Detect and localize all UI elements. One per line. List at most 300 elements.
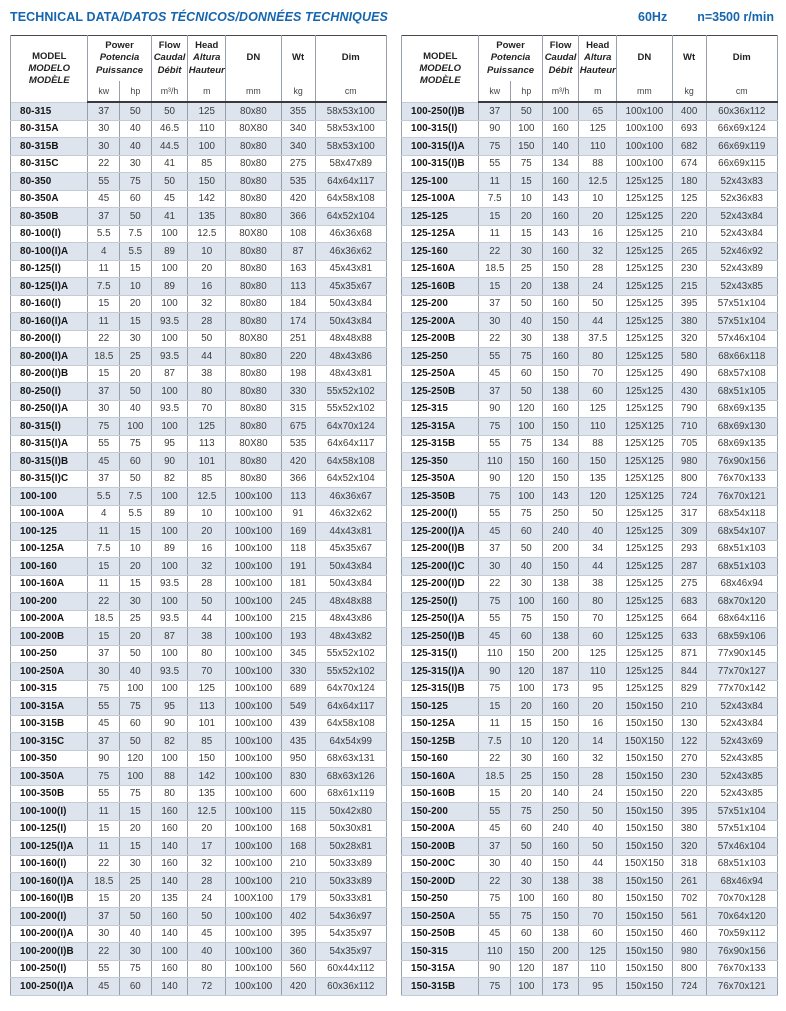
hp-cell: 100	[120, 418, 152, 436]
head-cell: 12.5	[579, 173, 617, 191]
kw-cell: 45	[479, 628, 511, 646]
model-cell: 150-160	[402, 750, 479, 768]
flow-cell: 100	[151, 383, 188, 401]
kw-cell: 55	[88, 785, 120, 803]
flow-header-es: Caudal	[153, 52, 186, 64]
dim-cell: 52x36x83	[706, 190, 777, 208]
dim-cell: 52x43x84	[706, 698, 777, 716]
dim-cell: 64x58x108	[315, 453, 386, 471]
table-row	[402, 138, 778, 156]
hp-cell: 75	[511, 803, 543, 821]
wt-cell: 315	[281, 400, 315, 418]
hp-cell: 40	[120, 120, 152, 138]
flow-cell: 160	[542, 400, 579, 418]
hp-cell: 30	[120, 155, 152, 173]
hp-cell: 15	[120, 260, 152, 278]
head-cell: 16	[579, 715, 617, 733]
table-row	[11, 908, 387, 926]
dim-cell: 68x46x94	[706, 575, 777, 593]
flow-cell: 93.5	[151, 575, 188, 593]
kw-cell: 7.5	[479, 733, 511, 751]
dim-cell: 52x43x84	[706, 208, 777, 226]
dim-cell: 50x28x81	[315, 838, 386, 856]
dn-cell: 80X80	[226, 225, 282, 243]
dn-cell: 100x100	[617, 102, 673, 120]
wt-cell: 130	[672, 715, 706, 733]
model-cell: 80-250(I)	[11, 383, 88, 401]
table-row	[11, 838, 387, 856]
kw-cell: 45	[88, 453, 120, 471]
flow-cell: 134	[542, 155, 579, 173]
head-cell: 38	[188, 365, 226, 383]
model-cell: 100-315	[11, 680, 88, 698]
table-row	[402, 960, 778, 978]
table-row	[11, 453, 387, 471]
kw-cell: 7.5	[479, 190, 511, 208]
dim-cell: 48x48x88	[315, 330, 386, 348]
flow-cell: 100	[542, 102, 579, 120]
head-cell: 20	[579, 698, 617, 716]
hp-cell: 40	[120, 138, 152, 156]
model-cell: 100-160(I)	[11, 855, 88, 873]
dn-cell: 150x150	[617, 785, 673, 803]
wt-cell: 318	[672, 855, 706, 873]
flow-cell: 250	[542, 505, 579, 523]
dim-cell: 52x43x85	[706, 750, 777, 768]
head-cell: 80	[188, 383, 226, 401]
table-row	[402, 120, 778, 138]
head-header-en: Head	[586, 40, 610, 52]
model-cell: 100-200(I)A	[11, 925, 88, 943]
dim-cell: 60x36x112	[706, 102, 777, 120]
head-cell: 44	[579, 313, 617, 331]
kw-cell: 90	[479, 960, 511, 978]
flow-cell: 138	[542, 383, 579, 401]
head-cell: 32	[579, 243, 617, 261]
kw-cell: 15	[88, 295, 120, 313]
flow-cell: 160	[542, 838, 579, 856]
head-cell: 24	[579, 278, 617, 296]
model-cell: 150-200C	[402, 855, 479, 873]
wt-cell: 689	[281, 680, 315, 698]
dn-cell: 100x100	[226, 645, 282, 663]
wt-cell: 633	[672, 628, 706, 646]
hp-cell: 100	[511, 593, 543, 611]
hp-cell: 40	[120, 925, 152, 943]
wt-cell: 490	[672, 365, 706, 383]
flow-cell: 80	[151, 785, 188, 803]
dim-cell: 76x90x156	[706, 453, 777, 471]
head-cell: 44	[579, 558, 617, 576]
table-row	[11, 890, 387, 908]
model-header-fr: MODÈLE	[28, 74, 70, 86]
kw-cell: 18.5	[88, 610, 120, 628]
flow-cell: 138	[542, 278, 579, 296]
hp-cell: 30	[120, 593, 152, 611]
wt-cell: 287	[672, 558, 706, 576]
hp-cell: 20	[120, 295, 152, 313]
dim-cell: 77x90x145	[706, 645, 777, 663]
head-cell: 135	[188, 208, 226, 226]
flow-cell: 143	[542, 190, 579, 208]
hp-cell: 20	[120, 820, 152, 838]
flow-cell: 150	[542, 365, 579, 383]
power-header-fr: Puissance	[96, 64, 144, 76]
flow-cell: 50	[151, 102, 188, 120]
table-row	[11, 960, 387, 978]
kw-cell: 45	[479, 925, 511, 943]
flow-cell: 45	[151, 190, 188, 208]
head-cell: 20	[188, 523, 226, 541]
head-cell: 113	[188, 435, 226, 453]
dn-cell: 80x80	[226, 383, 282, 401]
flow-cell: 138	[542, 628, 579, 646]
dim-cell: 64x64x117	[315, 173, 386, 191]
model-cell: 125-200(I)	[402, 505, 479, 523]
kw-cell: 11	[479, 715, 511, 733]
wt-cell: 261	[672, 873, 706, 891]
wt-cell: 340	[281, 120, 315, 138]
dim-cell: 57x46x104	[706, 330, 777, 348]
model-header-en: MODEL	[423, 50, 458, 62]
flow-cell: 89	[151, 243, 188, 261]
dn-cell: 80x80	[226, 243, 282, 261]
table-row	[402, 155, 778, 173]
table-row	[402, 610, 778, 628]
model-cell: 80-315(I)B	[11, 453, 88, 471]
dn-cell: 100x100	[226, 628, 282, 646]
kw-cell: 110	[479, 645, 511, 663]
table-row	[402, 663, 778, 681]
dn-cell: 80X80	[226, 330, 282, 348]
table-row	[11, 295, 387, 313]
table-row	[402, 820, 778, 838]
table-row	[402, 243, 778, 261]
table-row	[402, 925, 778, 943]
dn-cell: 80x80	[226, 190, 282, 208]
hp-cell: 20	[120, 890, 152, 908]
kw-cell: 11	[479, 225, 511, 243]
flow-header-fr: Débit	[548, 64, 573, 76]
model-cell: 80-315C	[11, 155, 88, 173]
dn-cell: 80x80	[226, 295, 282, 313]
hp-cell: 100	[120, 768, 152, 786]
kw-cell: 22	[88, 593, 120, 611]
head-cell: 110	[579, 138, 617, 156]
hp-cell: 60	[120, 190, 152, 208]
wt-cell: 674	[672, 155, 706, 173]
table-body-left	[11, 102, 387, 995]
dim-cell: 64x52x104	[315, 470, 386, 488]
dn-cell: 100x100	[226, 488, 282, 506]
speed-label: n=3500 r/min	[697, 10, 774, 24]
table-row	[11, 610, 387, 628]
head-header-es: Altura	[193, 52, 221, 64]
kw-cell: 37	[479, 295, 511, 313]
dim-cell: 52x46x92	[706, 243, 777, 261]
dim-cell: 55x52x102	[315, 383, 386, 401]
flow-cell: 150	[542, 610, 579, 628]
head-cell: 50	[579, 295, 617, 313]
dim-cell: 76x70x121	[706, 488, 777, 506]
head-cell: 110	[188, 120, 226, 138]
model-cell: 125-125	[402, 208, 479, 226]
power-header-en: Power	[496, 40, 525, 52]
flow-cell: 140	[151, 838, 188, 856]
kw-cell: 18.5	[479, 768, 511, 786]
dn-cell: 80x80	[226, 453, 282, 471]
hp-cell: 100	[511, 120, 543, 138]
head-cell: 95	[579, 680, 617, 698]
flow-cell: 187	[542, 663, 579, 681]
wt-cell: 180	[672, 173, 706, 191]
model-header-es: MODELO	[419, 62, 462, 74]
hp-cell: 150	[511, 453, 543, 471]
table-row	[402, 890, 778, 908]
dn-cell: 125x125	[617, 523, 673, 541]
wt-cell: 174	[281, 313, 315, 331]
table-row	[402, 628, 778, 646]
hp-cell: 15	[120, 313, 152, 331]
table-row	[402, 278, 778, 296]
dim-cell: 48x48x88	[315, 593, 386, 611]
dn-cell: 100x100	[226, 908, 282, 926]
dn-cell: 125x125	[617, 208, 673, 226]
flow-cell: 160	[542, 173, 579, 191]
table-row	[402, 190, 778, 208]
wt-cell: 420	[281, 190, 315, 208]
dim-cell: 64x52x104	[315, 208, 386, 226]
hp-cell: 50	[120, 733, 152, 751]
flow-cell: 187	[542, 960, 579, 978]
head-cell: 125	[188, 680, 226, 698]
wt-cell: 230	[672, 260, 706, 278]
table-row	[402, 943, 778, 961]
wt-cell: 535	[281, 173, 315, 191]
flow-cell: 93.5	[151, 610, 188, 628]
kw-cell: 30	[88, 925, 120, 943]
flow-header-en: Flow	[158, 40, 181, 52]
wt-unit: kg	[281, 81, 315, 102]
dim-cell: 76x90x156	[706, 943, 777, 961]
flow-cell: 138	[542, 575, 579, 593]
dim-cell: 44x43x81	[315, 523, 386, 541]
wt-cell: 220	[672, 785, 706, 803]
head-unit: m	[579, 81, 617, 102]
kw-cell: 7.5	[88, 278, 120, 296]
hp-cell: 75	[120, 435, 152, 453]
dn-cell: 125x125	[617, 558, 673, 576]
table-row	[402, 680, 778, 698]
hp-cell: 40	[120, 663, 152, 681]
dim-cell: 54x36x97	[315, 908, 386, 926]
head-cell: 20	[579, 208, 617, 226]
head-cell: 40	[579, 523, 617, 541]
flow-cell: 90	[151, 453, 188, 471]
kw-cell: 37	[88, 908, 120, 926]
wt-cell: 163	[281, 260, 315, 278]
dn-cell: 100x100	[226, 698, 282, 716]
model-cell: 125-200	[402, 295, 479, 313]
head-cell: 70	[188, 400, 226, 418]
wt-cell: 340	[281, 138, 315, 156]
head-cell: 16	[188, 278, 226, 296]
kw-cell: 18.5	[88, 348, 120, 366]
table-row	[11, 365, 387, 383]
head-cell: 10	[188, 243, 226, 261]
hp-cell: 15	[511, 225, 543, 243]
head-cell: 85	[188, 733, 226, 751]
model-cell: 80-350A	[11, 190, 88, 208]
wt-cell: 87	[281, 243, 315, 261]
dim-cell: 46x36x67	[315, 488, 386, 506]
model-cell: 100-315(I)B	[402, 155, 479, 173]
head-cell: 24	[579, 785, 617, 803]
head-header-en: Head	[195, 40, 219, 52]
hp-cell: 100	[511, 488, 543, 506]
hp-cell: 7.5	[120, 225, 152, 243]
hp-cell: 60	[511, 925, 543, 943]
wt-cell: 549	[281, 698, 315, 716]
head-cell: 50	[188, 593, 226, 611]
dn-cell: 100x100	[226, 680, 282, 698]
kw-cell: 75	[479, 890, 511, 908]
dim-unit: cm	[706, 81, 777, 102]
dim-cell: 68x69x130	[706, 418, 777, 436]
flow-cell: 160	[542, 890, 579, 908]
flow-cell: 93.5	[151, 348, 188, 366]
head-cell: 12.5	[188, 225, 226, 243]
dn-cell: 125X125	[617, 435, 673, 453]
kw-cell: 30	[88, 400, 120, 418]
table-row	[11, 768, 387, 786]
wt-cell: 430	[672, 383, 706, 401]
flow-cell: 89	[151, 505, 188, 523]
dn-cell: 100x100	[617, 138, 673, 156]
table-row	[11, 400, 387, 418]
kw-cell: 75	[479, 138, 511, 156]
hp-cell: 50	[120, 208, 152, 226]
table-row	[11, 278, 387, 296]
head-cell: 10	[579, 190, 617, 208]
hp-cell: 100	[511, 890, 543, 908]
head-cell: 142	[188, 190, 226, 208]
kw-cell: 55	[479, 908, 511, 926]
table-head	[11, 36, 387, 103]
hp-cell: 60	[120, 978, 152, 996]
head-cell: 80	[579, 593, 617, 611]
dn-cell: 100x100	[226, 733, 282, 751]
dim-cell: 58x53x100	[315, 120, 386, 138]
flow-cell: 150	[542, 418, 579, 436]
model-cell: 125-200(I)B	[402, 540, 479, 558]
model-cell: 100-250(I)B	[402, 102, 479, 120]
model-cell: 100-160(I)B	[11, 890, 88, 908]
wt-cell: 402	[281, 908, 315, 926]
model-cell: 150-125B	[402, 733, 479, 751]
head-cell: 65	[579, 102, 617, 120]
model-cell: 100-200(I)B	[11, 943, 88, 961]
head-cell: 20	[188, 260, 226, 278]
flow-cell: 140	[542, 785, 579, 803]
power-header	[88, 36, 151, 82]
flow-cell: 87	[151, 365, 188, 383]
head-cell: 60	[579, 383, 617, 401]
dn-cell: 100x100	[226, 925, 282, 943]
wt-cell: 113	[281, 278, 315, 296]
flow-cell: 100	[151, 225, 188, 243]
kw-cell: 45	[88, 190, 120, 208]
flow-cell: 140	[151, 978, 188, 996]
wt-cell: 395	[672, 295, 706, 313]
hp-cell: 15	[120, 838, 152, 856]
table-row	[402, 558, 778, 576]
table-row	[11, 715, 387, 733]
head-cell: 60	[579, 925, 617, 943]
dim-cell: 57x51x104	[706, 820, 777, 838]
model-cell: 80-160(I)	[11, 295, 88, 313]
table-row	[402, 803, 778, 821]
wt-cell: 118	[281, 540, 315, 558]
kw-cell: 37	[88, 208, 120, 226]
wt-cell: 168	[281, 838, 315, 856]
model-cell: 150-250	[402, 890, 479, 908]
kw-cell: 90	[479, 400, 511, 418]
flow-cell: 82	[151, 470, 188, 488]
hp-cell: 50	[511, 102, 543, 120]
dim-cell: 68x63x126	[315, 768, 386, 786]
dim-cell: 55x52x102	[315, 645, 386, 663]
head-cell: 142	[188, 768, 226, 786]
table-row	[402, 365, 778, 383]
dn-cell: 125x125	[617, 348, 673, 366]
dim-cell: 45x35x67	[315, 540, 386, 558]
wt-cell: 330	[281, 663, 315, 681]
kw-cell: 30	[88, 120, 120, 138]
dn-cell: 80x80	[226, 400, 282, 418]
table-row	[402, 540, 778, 558]
model-cell: 125-250	[402, 348, 479, 366]
head-cell: 80	[579, 348, 617, 366]
model-cell: 125-315B	[402, 435, 479, 453]
kw-cell: 30	[88, 663, 120, 681]
dn-cell: 100x100	[226, 855, 282, 873]
wt-cell: 600	[281, 785, 315, 803]
dim-cell: 52x43x69	[706, 733, 777, 751]
dn-cell: 100x100	[226, 943, 282, 961]
table-row	[402, 698, 778, 716]
head-cell: 85	[188, 155, 226, 173]
flow-cell: 150	[542, 855, 579, 873]
model-cell: 125-125A	[402, 225, 479, 243]
hp-cell: 20	[511, 698, 543, 716]
flow-cell: 150	[542, 260, 579, 278]
flow-cell: 200	[542, 645, 579, 663]
table-row	[402, 260, 778, 278]
flow-cell: 100	[151, 750, 188, 768]
wt-cell: 245	[281, 593, 315, 611]
head-cell: 110	[579, 960, 617, 978]
hp-cell: 7.5	[120, 488, 152, 506]
hp-cell: 50	[120, 383, 152, 401]
kw-unit: kw	[479, 81, 511, 102]
head-header	[188, 36, 226, 82]
head-cell: 14	[579, 733, 617, 751]
dn-cell: 125x125	[617, 400, 673, 418]
hp-cell: 15	[511, 173, 543, 191]
head-cell: 88	[579, 155, 617, 173]
flow-cell: 50	[151, 173, 188, 191]
